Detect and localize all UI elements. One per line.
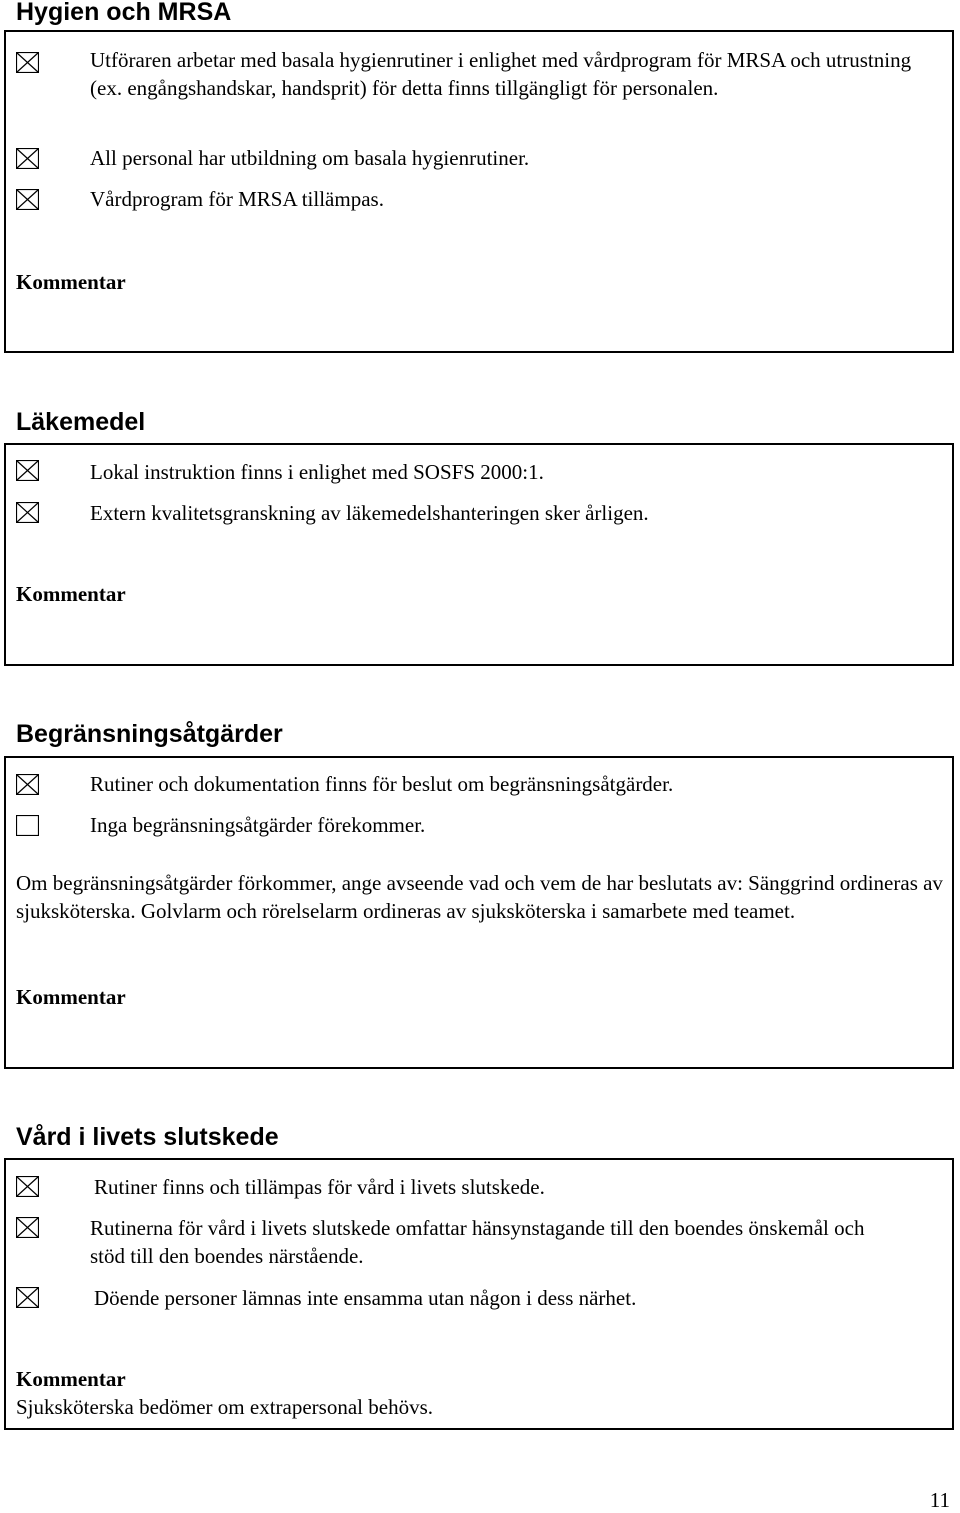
section-title-hygien: Hygien och MRSA — [16, 0, 232, 26]
comment-label: Kommentar — [16, 582, 126, 606]
comment-label: Kommentar — [16, 270, 126, 294]
checklist-item-text: Utföraren arbetar med basala hygienrutiner i enlighet med vårdprogram för MRSA och utrustning (ex. engångshandskar, handsprit) för detta finns tillgängligt för personalen. — [90, 48, 912, 100]
section-title-begransningsatgarder: Begränsningsåtgärder — [16, 720, 283, 748]
comment-label: Kommentar — [16, 1367, 126, 1391]
checklist-item-text: Rutiner finns och tillämpas för vård i livets slutskede. — [94, 1175, 545, 1199]
section-title-lakemedel: Läkemedel — [16, 408, 146, 436]
checked-checkbox-icon[interactable] — [16, 189, 39, 210]
page-number: 11 — [929, 1488, 950, 1512]
checklist-item-text: Rutinerna för vård i livets slutskede omfattar hänsynstagande till den boendes önskemål och stöd till den boendes närstående. — [90, 1216, 865, 1268]
restriction-note: Om begränsningsåtgärder förkommer, ange avseende vad och vem de har beslutats av: Sänggrind ordineras av sjuksköterska. Golvlarm och rörelselarm ordineras av sjuksköterska i samarbete med teamet. — [16, 871, 943, 923]
section-title-vard-i-livets-slutskede: Vård i livets slutskede — [16, 1123, 279, 1151]
checked-checkbox-icon[interactable] — [16, 1287, 39, 1308]
checked-checkbox-icon[interactable] — [16, 148, 39, 169]
checklist-item-text: Döende personer lämnas inte ensamma utan någon i dess närhet. — [94, 1286, 637, 1310]
checklist-item-text: Vårdprogram för MRSA tillämpas. — [90, 187, 384, 211]
checked-checkbox-icon[interactable] — [16, 1217, 39, 1238]
checked-checkbox-icon[interactable] — [16, 502, 39, 523]
checklist-item-text: Rutiner och dokumentation finns för beslut om begränsningsåtgärder. — [90, 772, 674, 796]
comment-label: Kommentar — [16, 985, 126, 1009]
checklist-item-text: Extern kvalitetsgranskning av läkemedelshanteringen sker årligen. — [90, 501, 649, 525]
checklist-item-text: All personal har utbildning om basala hygienrutiner. — [90, 146, 530, 170]
checked-checkbox-icon[interactable] — [16, 774, 39, 795]
checklist-item-text: Lokal instruktion finns i enlighet med SOSFS 2000:1. — [90, 460, 544, 484]
checked-checkbox-icon[interactable] — [16, 52, 39, 73]
unchecked-checkbox-icon[interactable] — [16, 815, 39, 836]
checked-checkbox-icon[interactable] — [16, 460, 39, 481]
checklist-item-text: Inga begränsningsåtgärder förekommer. — [90, 813, 426, 837]
comment-text: Sjuksköterska bedömer om extrapersonal behövs. — [16, 1395, 433, 1419]
checked-checkbox-icon[interactable] — [16, 1176, 39, 1197]
